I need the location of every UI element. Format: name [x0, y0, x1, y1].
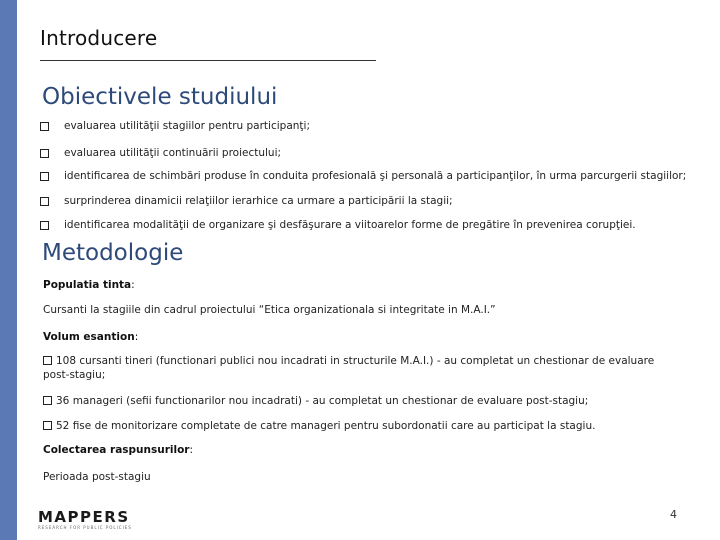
slide-title: Introducere — [40, 26, 158, 50]
checkbox-square-icon — [40, 197, 49, 206]
objective-text: identificarea de schimbări produse în conduita profesională şi personală a participanţilor, în urma parcurgerii stagiilor; — [64, 170, 687, 182]
checkbox-square-icon — [43, 356, 52, 365]
list-item — [43, 394, 673, 408]
sample-colon: : — [134, 331, 139, 343]
sample-item-text: 52 fise de monitorizare completate de catre manageri pentru subordonatii care au participat la stagiu. — [56, 420, 596, 432]
methodology-heading: Metodologie — [42, 240, 184, 266]
mappers-logo: MAPPERS — [38, 508, 130, 526]
title-underline — [40, 60, 376, 61]
population-label-text: Populatia tinta — [43, 279, 132, 291]
sample-item-text: 36 manageri (sefii functionarilor nou incadrati) - au completat un chestionar de evaluare post-stagiu; — [56, 395, 589, 407]
checkbox-square-icon — [40, 221, 49, 230]
collection-label-text: Colectarea raspunsurilor — [43, 444, 190, 456]
sample-label-text: Volum esantion — [43, 331, 135, 343]
logo-subtitle: RESEARCH FOR PUBLIC POLICIES — [38, 525, 132, 530]
collection-text: Perioada post-stagiu — [43, 471, 151, 483]
checkbox-square-icon — [43, 421, 52, 430]
checkbox-square-icon — [43, 396, 52, 405]
list-item — [40, 147, 281, 171]
list-item — [43, 354, 673, 382]
checkbox-square-icon — [40, 149, 49, 158]
checkbox-square-icon — [40, 172, 49, 181]
sample-label — [43, 331, 138, 343]
objective-text: identificarea modalităţii de organizare şi desfăşurare a viitoarelor forme de pregătire în prevenirea corupţiei. — [64, 219, 636, 231]
objective-text: evaluarea utilităţii continuării proiectului; — [64, 147, 282, 159]
list-item — [40, 195, 453, 219]
objective-text: surprinderea dinamicii relaţiilor ierarhice ca urmare a participării la stagii; — [64, 195, 453, 207]
sample-item-text: 108 cursanti tineri (functionari publici nou incadrati in structurile M.A.I.) - au completat un chestionar de evaluare post-stagiu; — [43, 355, 655, 381]
list-item — [40, 120, 310, 144]
objective-text: evaluarea utilităţii stagiilor pentru participanţi; — [64, 120, 310, 132]
collection-colon: : — [189, 444, 194, 456]
population-label — [43, 279, 135, 291]
collection-label — [43, 444, 193, 456]
page-number: 4 — [670, 508, 677, 521]
list-item — [43, 419, 673, 433]
checkbox-square-icon — [40, 122, 49, 131]
objectives-heading: Obiectivele studiului — [42, 84, 278, 110]
list-item — [40, 170, 686, 194]
population-text: Cursanti la stagiile din cadrul proiectului “Etica organizationala si integritate in M.A.I.” — [43, 304, 496, 316]
accent-bar — [0, 0, 17, 540]
population-colon: : — [131, 279, 135, 291]
